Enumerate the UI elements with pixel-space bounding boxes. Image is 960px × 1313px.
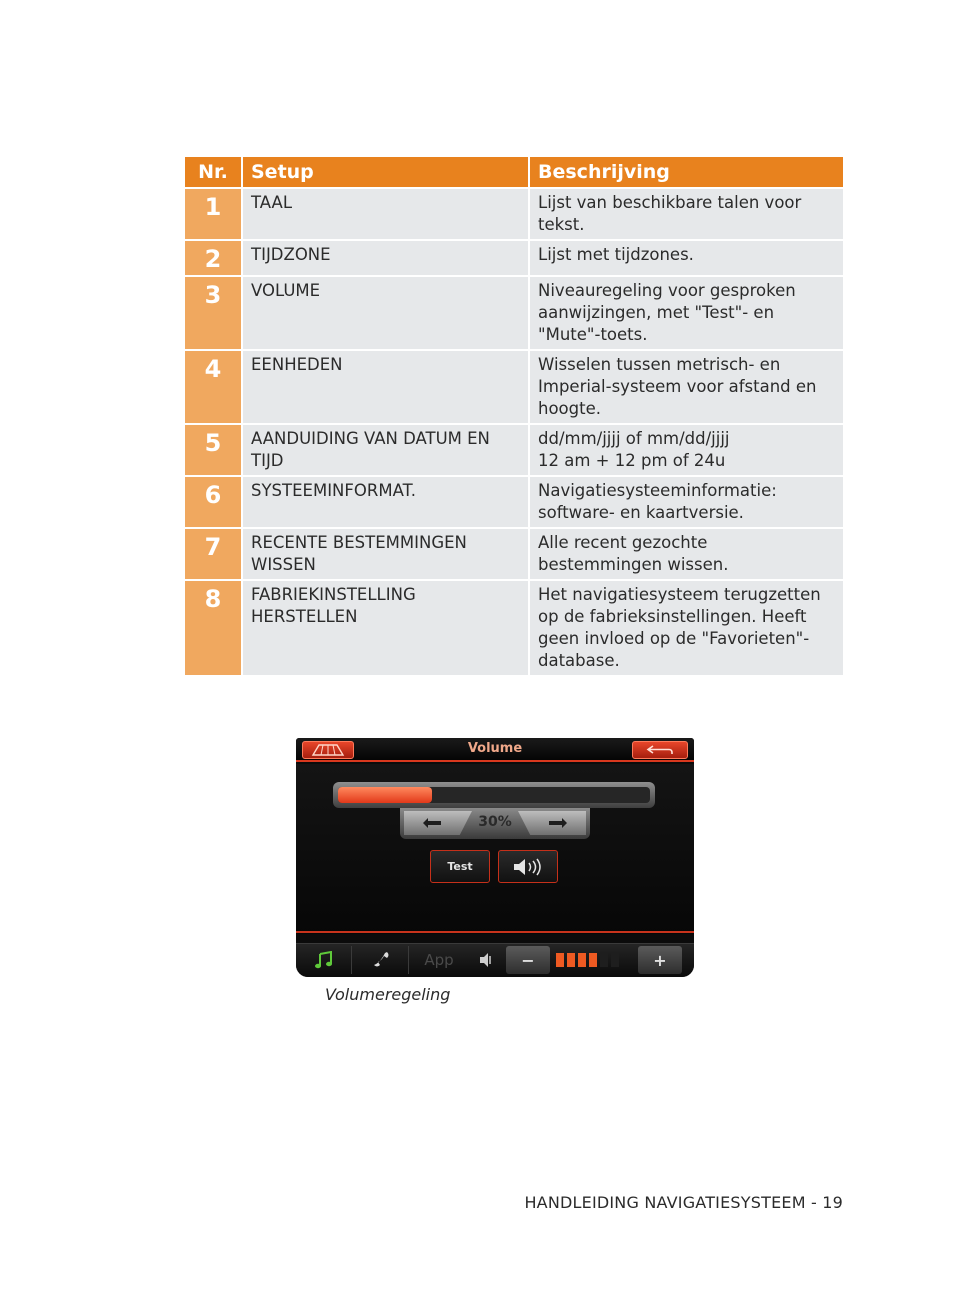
figure-caption: Volumeregeling bbox=[325, 985, 451, 1004]
header-setup: Setup bbox=[243, 157, 530, 187]
table-row bbox=[185, 239, 843, 275]
table-row bbox=[185, 579, 843, 675]
row-description: Alle recent gezochte bestemmingen wissen. bbox=[530, 527, 843, 579]
row-setup: RECENTE BESTEMMINGEN WISSEN bbox=[243, 527, 530, 579]
screen-divider bbox=[296, 931, 694, 933]
row-description: Lijst van beschikbare talen voor tekst. bbox=[530, 187, 843, 239]
row-setup: SYSTEEMINFORMAT. bbox=[243, 475, 530, 527]
row-description-line1: dd/mm/jjjj of mm/dd/jjjj bbox=[538, 429, 730, 448]
speaker-mute-icon bbox=[512, 858, 544, 876]
table-row bbox=[185, 349, 843, 423]
row-setup: AANDUIDING VAN DATUM EN TIJD bbox=[243, 423, 530, 475]
row-number: 3 bbox=[185, 275, 243, 349]
row-setup: TIJDZONE bbox=[243, 239, 530, 275]
speaker-indicator bbox=[474, 946, 498, 974]
row-number: 5 bbox=[185, 423, 243, 475]
table-row bbox=[185, 423, 843, 475]
navigation-screen bbox=[296, 738, 694, 977]
volume-level-segment bbox=[578, 953, 586, 967]
volume-percent: 30% bbox=[478, 814, 512, 830]
row-description-line2: 12 am + 12 pm of 24u bbox=[538, 451, 726, 470]
table-row bbox=[185, 275, 843, 349]
row-number: 1 bbox=[185, 187, 243, 239]
row-description bbox=[530, 423, 843, 475]
volume-stepper bbox=[400, 808, 590, 839]
screen-header bbox=[296, 738, 694, 762]
table-row bbox=[185, 187, 843, 239]
test-button[interactable]: Test bbox=[430, 850, 490, 883]
row-number: 8 bbox=[185, 579, 243, 675]
volume-slider-track bbox=[338, 787, 650, 803]
screen-footer bbox=[296, 943, 694, 977]
volume-plus-button[interactable]: + bbox=[638, 946, 682, 974]
back-button[interactable] bbox=[632, 741, 688, 759]
row-description: Niveauregeling voor gesproken aanwijzingen, met "Test"- en "Mute"-toets. bbox=[530, 275, 843, 349]
volume-level-segment bbox=[567, 953, 575, 967]
volume-slider-fill bbox=[338, 787, 432, 803]
app-button[interactable]: App bbox=[424, 951, 454, 969]
music-icon bbox=[314, 951, 334, 969]
row-number: 6 bbox=[185, 475, 243, 527]
header-description: Beschrijving bbox=[530, 157, 843, 187]
volume-level-segment bbox=[589, 953, 597, 967]
volume-slider[interactable] bbox=[333, 782, 655, 808]
row-setup: EENHEDEN bbox=[243, 349, 530, 423]
speaker-icon bbox=[478, 952, 494, 968]
row-description: Lijst met tijdzones. bbox=[530, 239, 843, 275]
table-header-row bbox=[185, 157, 843, 187]
volume-up-button[interactable] bbox=[518, 811, 586, 835]
volume-level-segment bbox=[611, 953, 619, 967]
arrow-right-icon bbox=[547, 817, 569, 829]
volume-minus-button[interactable]: − bbox=[506, 946, 550, 974]
row-setup: VOLUME bbox=[243, 275, 530, 349]
row-description: Navigatiesysteeminformatie: software- en kaartversie. bbox=[530, 475, 843, 527]
volume-level-segment bbox=[600, 953, 608, 967]
volume-level-bar bbox=[556, 953, 619, 967]
table-row bbox=[185, 475, 843, 527]
back-icon bbox=[645, 744, 675, 756]
row-setup: TAAL bbox=[243, 187, 530, 239]
phone-icon bbox=[371, 951, 391, 969]
mute-button[interactable] bbox=[498, 850, 558, 883]
settings-table bbox=[185, 157, 843, 675]
page-footer: HANDLEIDING NAVIGATIESYSTEEM - 19 bbox=[524, 1193, 843, 1212]
row-number: 2 bbox=[185, 239, 243, 275]
row-number: 4 bbox=[185, 349, 243, 423]
row-description: Het navigatiesysteem terugzetten op de fabrieksinstellingen. Heeft geen invloed op de "Favorieten"-database. bbox=[530, 579, 843, 675]
row-description: Wisselen tussen metrisch- en Imperial-systeem voor afstand en hoogte. bbox=[530, 349, 843, 423]
screen-title: Volume bbox=[467, 741, 523, 756]
table-row bbox=[185, 527, 843, 579]
phone-button[interactable] bbox=[353, 946, 409, 974]
volume-level-segment bbox=[556, 953, 564, 967]
music-button[interactable] bbox=[296, 946, 352, 974]
row-number: 7 bbox=[185, 527, 243, 579]
header-nr: Nr. bbox=[185, 157, 243, 187]
row-setup: FABRIEKINSTELLING HERSTELLEN bbox=[243, 579, 530, 675]
